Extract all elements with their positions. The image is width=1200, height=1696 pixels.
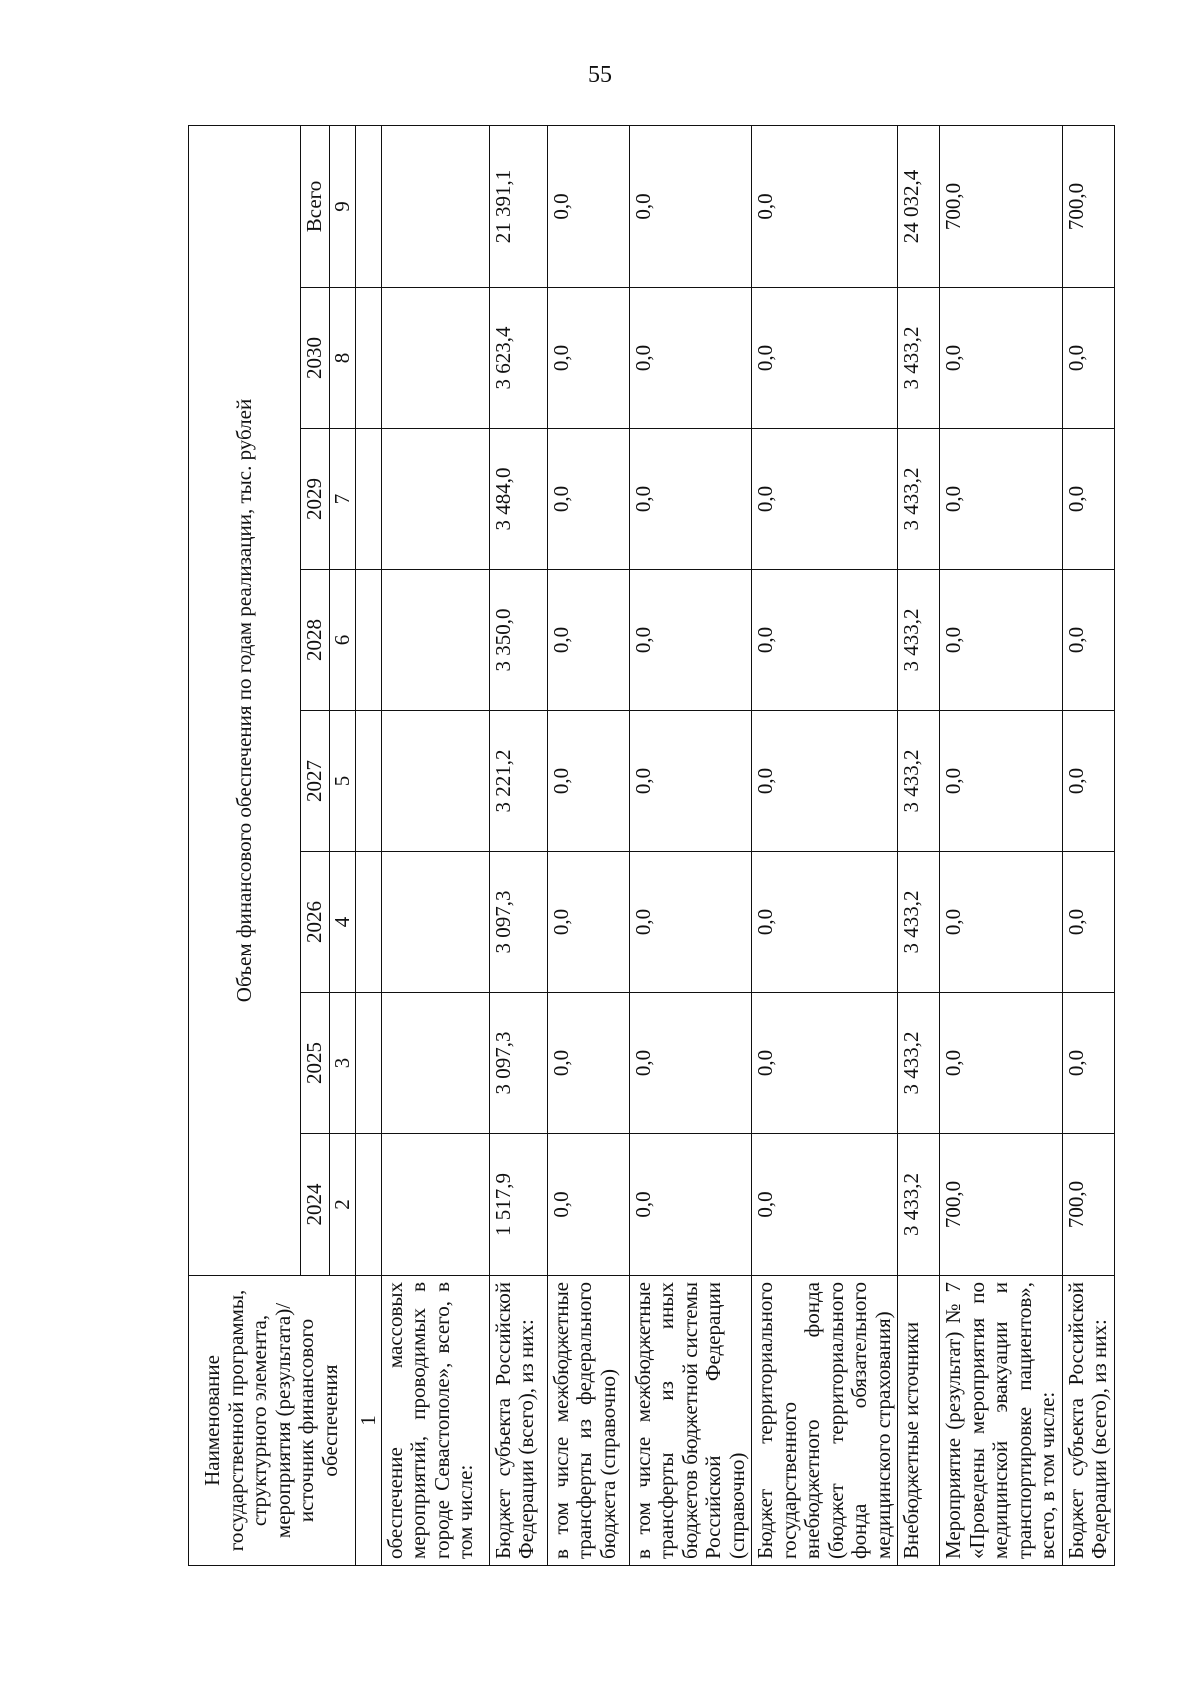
year-value-cell: 0,0	[629, 1134, 752, 1276]
table-cell	[355, 570, 381, 711]
header-name-column: Наименование государственной программы, структурного элемента, мероприятия (результата)/источник финансового обеспечения	[189, 1276, 356, 1566]
year-value-cell: 3 221,2	[489, 711, 547, 852]
year-value-cell	[381, 711, 489, 852]
header-year: 2029	[301, 429, 330, 570]
year-value-cell: 3 433,2	[898, 288, 940, 429]
column-number: 6	[329, 570, 355, 711]
year-value-cell: 0,0	[752, 993, 898, 1134]
table-cell	[355, 711, 381, 852]
total-value-cell: 0,0	[752, 125, 898, 287]
year-value-cell: 0,0	[940, 852, 1063, 993]
table-cell	[355, 429, 381, 570]
row-name-cell: в том числе межбюджетные трансферты из иных бюджетов бюджетной системы Российской Федерации (справочно)	[629, 1276, 752, 1566]
year-value-cell: 0,0	[547, 1134, 629, 1276]
table-row	[489, 125, 547, 1565]
header-year: 2025	[301, 993, 330, 1134]
table-cell	[355, 1134, 381, 1276]
financing-table	[188, 125, 1115, 1566]
table-row	[1062, 125, 1114, 1565]
name-column-number-row	[355, 125, 381, 1565]
year-value-cell: 0,0	[629, 993, 752, 1134]
row-name-cell: Мероприятие (результат) № 7 «Проведены мероприятия по медицинской эвакуации и транспортировке пациентов», всего, в том числе:	[940, 1276, 1063, 1566]
year-value-cell: 0,0	[629, 570, 752, 711]
year-value-cell	[381, 429, 489, 570]
year-value-cell: 0,0	[752, 711, 898, 852]
total-value-cell: 700,0	[940, 125, 1063, 287]
table-cell	[355, 993, 381, 1134]
header-year: 2024	[301, 1134, 330, 1276]
year-value-cell: 0,0	[1062, 993, 1114, 1134]
row-name-cell: Бюджет субъекта Российской Федерации (всего), из них:	[489, 1276, 547, 1566]
column-number: 7	[329, 429, 355, 570]
header-year-total: Всего	[301, 125, 330, 287]
year-value-cell: 0,0	[752, 570, 898, 711]
year-value-cell: 3 433,2	[898, 711, 940, 852]
year-value-cell: 0,0	[1062, 288, 1114, 429]
column-number: 5	[329, 711, 355, 852]
year-value-cell: 0,0	[752, 429, 898, 570]
year-value-cell: 0,0	[629, 429, 752, 570]
year-value-cell: 3 097,3	[489, 852, 547, 993]
column-number: 9	[329, 125, 355, 287]
column-number: 2	[329, 1134, 355, 1276]
header-group-title: Объем финансового обеспечения по годам реализации, тыс. рублей	[189, 125, 301, 1275]
total-value-cell: 24 032,4	[898, 125, 940, 287]
row-name-cell: Внебюджетные источники	[898, 1276, 940, 1566]
header-year: 2027	[301, 711, 330, 852]
year-value-cell: 0,0	[940, 711, 1063, 852]
header-year: 2026	[301, 852, 330, 993]
table-cell	[355, 288, 381, 429]
year-value-cell: 0,0	[940, 288, 1063, 429]
year-value-cell: 0,0	[752, 1134, 898, 1276]
year-value-cell	[381, 852, 489, 993]
total-value-cell: 0,0	[547, 125, 629, 287]
year-value-cell: 0,0	[1062, 852, 1114, 993]
year-value-cell: 0,0	[547, 570, 629, 711]
table-row	[940, 125, 1063, 1565]
year-value-cell: 0,0	[752, 852, 898, 993]
year-value-cell: 0,0	[547, 429, 629, 570]
table-row	[547, 125, 629, 1565]
year-value-cell: 3 097,3	[489, 993, 547, 1134]
year-value-cell: 0,0	[940, 570, 1063, 711]
year-value-cell	[381, 993, 489, 1134]
year-value-cell: 0,0	[629, 852, 752, 993]
year-value-cell: 0,0	[1062, 570, 1114, 711]
total-value-cell	[381, 125, 489, 287]
year-value-cell: 0,0	[1062, 711, 1114, 852]
year-value-cell: 3 623,4	[489, 288, 547, 429]
rotated-table-container	[188, 126, 1112, 1566]
year-value-cell: 0,0	[547, 711, 629, 852]
year-value-cell: 3 484,0	[489, 429, 547, 570]
total-value-cell: 0,0	[629, 125, 752, 287]
year-value-cell: 3 433,2	[898, 570, 940, 711]
header-year: 2030	[301, 288, 330, 429]
column-number: 3	[329, 993, 355, 1134]
row-name-cell: обеспечение массовых мероприятий, проводимых в городе Севастополе», всего, в том числе:	[381, 1276, 489, 1566]
year-value-cell: 0,0	[547, 288, 629, 429]
year-value-cell: 0,0	[1062, 429, 1114, 570]
year-value-cell: 3 433,2	[898, 852, 940, 993]
year-value-cell	[381, 288, 489, 429]
total-value-cell: 21 391,1	[489, 125, 547, 287]
table-row	[898, 125, 940, 1565]
column-number: 4	[329, 852, 355, 993]
header-year: 2028	[301, 570, 330, 711]
table-cell	[355, 852, 381, 993]
year-value-cell: 0,0	[629, 288, 752, 429]
row-name-cell: в том числе межбюджетные трансферты из федерального бюджета (справочно)	[547, 1276, 629, 1566]
table-row	[381, 125, 489, 1565]
year-value-cell: 1 517,9	[489, 1134, 547, 1276]
year-value-cell: 700,0	[1062, 1134, 1114, 1276]
column-number: 8	[329, 288, 355, 429]
year-value-cell	[381, 570, 489, 711]
year-value-cell: 3 350,0	[489, 570, 547, 711]
row-name-cell: Бюджет территориального государственного внебюджетного фонда (бюджет территориального фонда обязательного медицинского страхования)	[752, 1276, 898, 1566]
page-number: 55	[588, 62, 612, 88]
year-value-cell: 0,0	[940, 429, 1063, 570]
row-name-cell: Бюджет субъекта Российской Федерации (всего), из них:	[1062, 1276, 1114, 1566]
total-value-cell: 700,0	[1062, 125, 1114, 287]
year-value-cell: 700,0	[940, 1134, 1063, 1276]
year-value-cell: 3 433,2	[898, 993, 940, 1134]
table-row	[752, 125, 898, 1565]
table-cell	[355, 125, 381, 287]
year-value-cell	[381, 1134, 489, 1276]
year-value-cell: 0,0	[940, 993, 1063, 1134]
year-value-cell: 3 433,2	[898, 429, 940, 570]
year-value-cell: 0,0	[752, 288, 898, 429]
year-value-cell: 3 433,2	[898, 1134, 940, 1276]
year-value-cell: 0,0	[629, 711, 752, 852]
year-value-cell: 0,0	[547, 852, 629, 993]
header-row-group	[189, 125, 301, 1565]
year-value-cell: 0,0	[547, 993, 629, 1134]
column-number: 1	[355, 1276, 381, 1566]
table-row	[629, 125, 752, 1565]
